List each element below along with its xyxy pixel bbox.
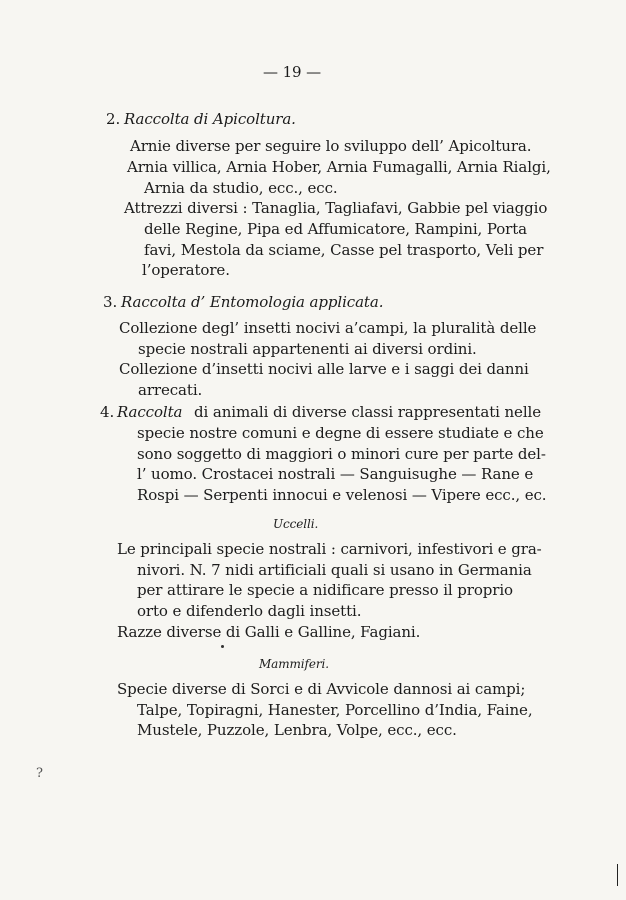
section-4-number: 4. <box>100 403 115 421</box>
page-number: — 19 — <box>263 63 322 81</box>
section-4-line: specie nostre comuni e degne di essere studiate e che <box>137 424 544 442</box>
uccelli-line: nivori. N. 7 nidi artificiali quali si usano in Germania <box>137 561 532 579</box>
mammiferi-line: Mustele, Puzzole, Lenbra, Volpe, ecc., ecc. <box>137 721 457 739</box>
section-4-line: Rospi — Serpenti innocui e velenosi — Vipere ecc., ec. <box>137 486 547 504</box>
stray-dot <box>221 645 224 648</box>
mammiferi-line: Specie diverse di Sorci e di Avvicole dannosi ai campi; <box>117 680 526 698</box>
section-3-number: 3. <box>103 293 118 311</box>
section-3-heading: Raccolta d’ Entomologia applicata. <box>121 293 384 311</box>
page-edge-mark <box>617 864 618 886</box>
section-3-line: Collezione d’insetti nocivi alle larve e i saggi dei danni <box>119 360 529 378</box>
section-2-line: Arnia da studio, ecc., ecc. <box>144 179 338 197</box>
section-2-line: Arnie diverse per seguire lo sviluppo dell’ Apicoltura. <box>130 137 532 155</box>
uccelli-line: Le principali specie nostrali : carnivori, infestivori e gra- <box>117 540 542 558</box>
section-4-line: l’ uomo. Crostacei nostrali — Sanguisughe — Rane e <box>137 465 534 483</box>
section-2-line: Arnia villica, Arnia Hober, Arnia Fumagalli, Arnia Rialgi, <box>127 158 551 176</box>
section-2-line: delle Regine, Pipa ed Affumicatore, Rampini, Porta <box>144 220 528 238</box>
section-4-line: sono soggetto di maggiori o minori cure per parte del- <box>137 445 546 463</box>
section-2-line: l’operatore. <box>142 261 230 279</box>
mammiferi-title: Mammiferi. <box>259 657 329 671</box>
margin-mark: ? <box>36 766 43 781</box>
uccelli-line: per attirare le specie a nidificare presso il proprio <box>137 581 513 599</box>
section-2-line: favi, Mestola da sciame, Casse pel trasporto, Veli per <box>144 241 544 259</box>
section-2-number: 2. <box>106 110 121 128</box>
section-4-heading: Raccolta <box>117 403 183 421</box>
section-3-line: specie nostrali appartenenti ai diversi ordini. <box>138 340 477 358</box>
section-2-heading: Raccolta di Apicoltura. <box>124 110 296 128</box>
uccelli-title: Uccelli. <box>273 517 319 531</box>
mammiferi-line: Talpe, Topiragni, Hanester, Porcellino d’India, Faine, <box>137 701 533 719</box>
uccelli-line: Razze diverse di Galli e Galline, Fagiani. <box>117 623 421 641</box>
section-2-line: Attrezzi diversi : Tanaglia, Tagliafavi, Gabbie pel viaggio <box>124 199 548 217</box>
section-3-line: arrecati. <box>138 381 203 399</box>
section-3-line: Collezione degl’ insetti nocivi a’campi, la pluralità delle <box>119 319 537 337</box>
section-4-line: di animali di diverse classi rappresentati nelle <box>194 403 542 421</box>
uccelli-line: orto e difenderlo dagli insetti. <box>137 602 362 620</box>
